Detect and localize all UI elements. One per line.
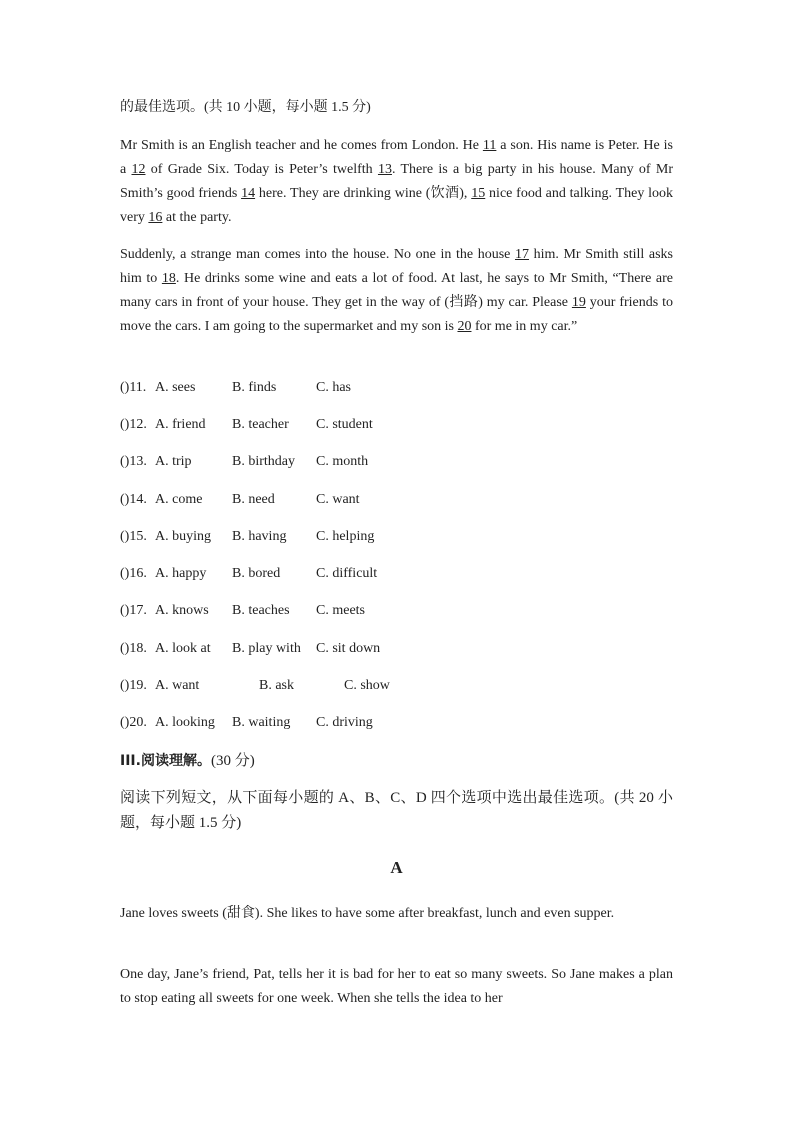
question-number: ()13.	[120, 454, 147, 469]
option-a: A. looking	[155, 715, 215, 730]
instruction-tail: 的最佳选项。(共 10 小题，每小题 1.5 分)	[120, 100, 371, 115]
option-c: C. want	[316, 492, 360, 507]
section-heading	[120, 751, 255, 771]
text: at the party.	[162, 210, 232, 225]
option-c: C. sit down	[316, 641, 381, 656]
option-c: C. has	[316, 380, 351, 395]
blank-17: 17	[514, 247, 529, 262]
cloze-paragraph-2	[120, 243, 673, 339]
cloze-paragraph-1	[120, 134, 673, 230]
text: Mr Smith is an English teacher and he comes from London. He	[120, 138, 483, 153]
text: him. Mr Smith still asks him to	[120, 247, 674, 286]
passage-label: A	[390, 858, 403, 877]
blank-19: 19	[571, 295, 586, 310]
option-c: C. show	[344, 678, 390, 693]
option-b: B. teaches	[232, 603, 290, 618]
question-number: ()16.	[120, 566, 147, 581]
blank-18: 18	[161, 271, 176, 286]
question-number: ()20.	[120, 715, 147, 730]
option-a: A. friend	[155, 417, 206, 432]
text: Suddenly, a strange man comes into the house. No one in the house	[120, 247, 515, 262]
question-number: ()15.	[120, 529, 147, 544]
blank-11: 11	[482, 138, 497, 153]
blank-16: 16	[148, 210, 163, 225]
option-b: B. ask	[259, 678, 294, 693]
passage-paragraph-1: Jane loves sweets (甜食). She likes to have some after breakfast, lunch and even supper.	[120, 906, 615, 921]
option-c: C. helping	[316, 529, 375, 544]
question-number: ()14.	[120, 492, 147, 507]
passage-paragraph-2: One day, Jane’s friend, Pat, tells her it is bad for her to eat so many sweets. So Jane makes a plan to stop eating all sweets for one week. When she tells the idea to her	[120, 967, 673, 1006]
text: nice food and talking. They look very	[120, 186, 674, 225]
question-number: ()12.	[120, 417, 147, 432]
blank-14: 14	[241, 186, 256, 201]
option-c: C. student	[316, 417, 373, 432]
text: a son. His name is Peter. He is a	[120, 138, 673, 177]
option-b: B. bored	[232, 566, 281, 581]
option-b: B. waiting	[232, 715, 291, 730]
option-a: A. knows	[155, 603, 209, 618]
section-instruction: 阅读下列短文，从下面每小题的 A、B、C、D 四个选项中选出最佳选项。(共 20 小题，每小题 1.5 分)	[120, 790, 673, 831]
option-a: A. want	[155, 678, 200, 693]
option-a: A. happy	[155, 566, 207, 581]
text: of Grade Six. Today is Peter’s twelfth	[145, 162, 378, 177]
option-c: C. meets	[316, 603, 365, 618]
text: . There is a big party in his house. Many of Mr Smith’s good friends	[120, 162, 673, 201]
question-number: ()18.	[120, 641, 147, 656]
option-a: A. come	[155, 492, 203, 507]
option-b: B. teacher	[232, 417, 289, 432]
option-b: B. finds	[232, 380, 277, 395]
section-title: III.阅读理解。	[120, 753, 211, 769]
blank-20: 20	[457, 319, 472, 334]
option-a: A. buying	[155, 529, 211, 544]
option-b: B. having	[232, 529, 287, 544]
option-a: A. look at	[155, 641, 211, 656]
text: . He drinks some wine and eats a lot of food. At last, he says to Mr Smith, “There are many cars in front of your house. They get in the way of (挡路) my car. Please	[120, 271, 674, 310]
text: your friends to move the cars. I am going to the supermarket and my son is	[120, 295, 673, 334]
option-c: C. driving	[316, 715, 373, 730]
option-a: A. trip	[155, 454, 192, 469]
text: for me in my car.”	[471, 319, 578, 334]
blank-12: 12	[131, 162, 146, 177]
option-c: C. difficult	[316, 566, 378, 581]
option-b: B. birthday	[232, 454, 295, 469]
option-c: C. month	[316, 454, 369, 469]
option-a: A. sees	[155, 380, 196, 395]
section-score: (30 分)	[210, 753, 255, 769]
question-number: ()11.	[120, 380, 147, 395]
blank-15: 15	[471, 186, 486, 201]
text: here. They are drinking wine (饮酒),	[255, 186, 472, 201]
option-b: B. need	[232, 492, 275, 507]
blank-13: 13	[377, 162, 392, 177]
question-number: ()19.	[120, 678, 147, 693]
question-number: ()17.	[120, 603, 147, 618]
option-b: B. play with	[232, 641, 301, 656]
